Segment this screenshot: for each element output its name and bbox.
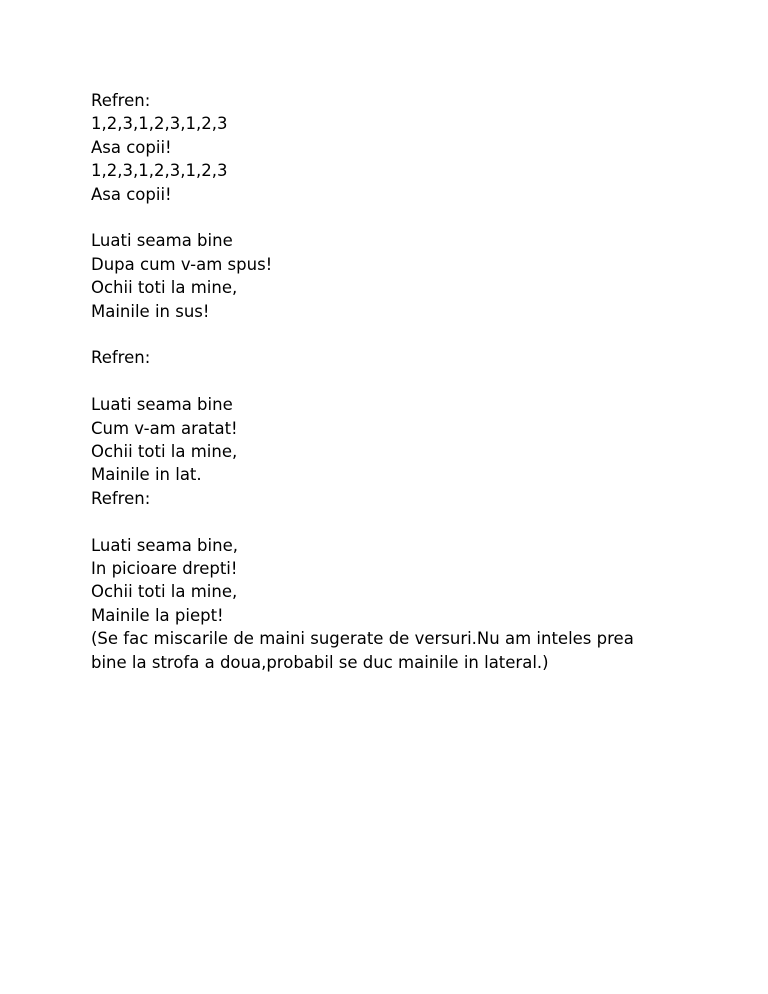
text-line: Asa copii! [91,184,172,204]
note-line: bine la strofa a doua,probabil se duc mainile in lateral.) [91,652,549,672]
blank-line [91,510,691,533]
blank-line [91,206,691,229]
text-line: Asa copii! [91,137,172,157]
refrain-heading: Refren: [91,488,151,508]
text-line: Luati seama bine [91,395,233,415]
blank-line [91,323,691,346]
text-line: 1,2,3,1,2,3,1,2,3 [91,161,228,181]
blank-line [91,370,691,393]
song-text [91,89,691,674]
text-line: Mainile in lat. [91,465,202,485]
text-line: Ochii toti la mine, [91,582,238,602]
text-line: Mainile la piept! [91,605,224,625]
refrain-heading: Refren: [91,348,151,368]
refrain-heading: Refren: [91,91,151,110]
text-line: Dupa cum v-am spus! [91,254,273,274]
text-line: 1,2,3,1,2,3,1,2,3 [91,114,228,134]
text-line: Luati seama bine [91,231,233,251]
text-line: Cum v-am aratat! [91,418,238,438]
text-line: Mainile in sus! [91,301,210,321]
note-line: (Se fac miscarile de maini sugerate de versuri.Nu am inteles prea [91,629,634,649]
text-line: Ochii toti la mine, [91,442,238,462]
text-line: Luati seama bine, [91,535,238,555]
text-line: In picioare drepti! [91,559,238,579]
text-line: Ochii toti la mine, [91,278,238,298]
